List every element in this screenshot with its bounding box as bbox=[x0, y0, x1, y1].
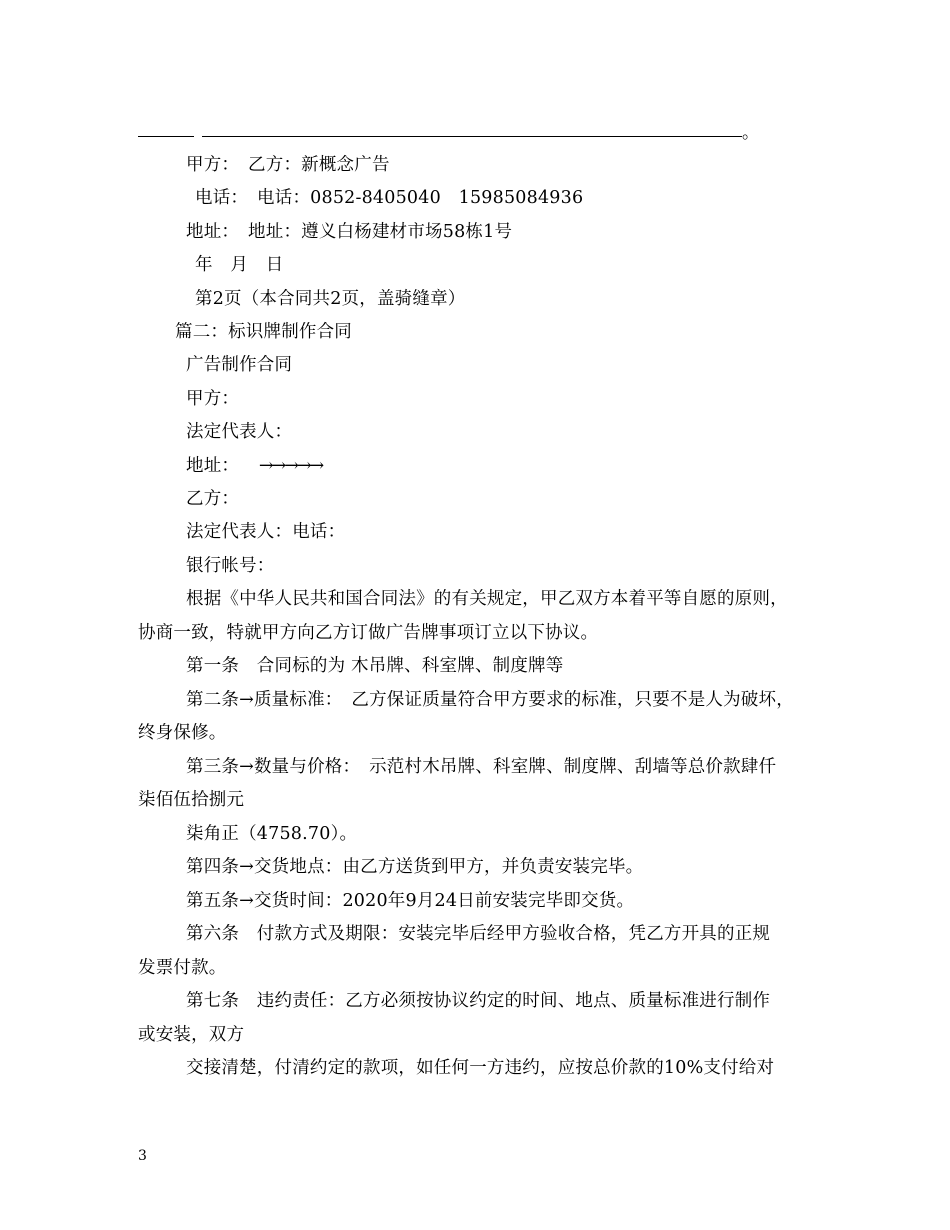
doc-line: 地址： 地址：遵义白杨建材市场58栋1号 bbox=[186, 222, 513, 242]
doc-line: 法定代表人： bbox=[186, 422, 293, 442]
blank-underline-short bbox=[138, 136, 194, 137]
doc-line: 交接清楚，付清约定的款项，如任何一方违约，应按总价款的10%支付给对 bbox=[186, 1058, 775, 1078]
doc-line: 年 月 日 bbox=[195, 255, 284, 275]
page-number: 3 bbox=[138, 1148, 147, 1164]
article-line: 第一条 合同标的为 木吊牌、科室牌、制度牌等 bbox=[186, 656, 564, 676]
doc-line: 终身保修。 bbox=[138, 723, 227, 743]
article-line: 第三条→数量与价格： 示范村木吊牌、科室牌、制度牌、刮墙等总价款肆仟 bbox=[186, 757, 777, 777]
article-line: 第七条 违约责任：乙方必须按协议约定的时间、地点、质量标准进行制作 bbox=[186, 991, 771, 1011]
contract-title: 广告制作合同 bbox=[186, 355, 293, 375]
doc-line: 法定代表人：电话： bbox=[186, 522, 346, 542]
address-label: 地址： bbox=[186, 456, 240, 476]
article-line: 第四条→交货地点：由乙方送货到甲方，并负责安装完毕。 bbox=[186, 857, 644, 877]
doc-line: 第2页（本合同共2页，盖骑缝章） bbox=[195, 289, 466, 309]
section-heading: 篇二：标识牌制作合同 bbox=[175, 322, 352, 342]
blank-underline-long bbox=[202, 136, 742, 137]
doc-line: 甲方： bbox=[186, 389, 240, 409]
doc-line: 发票付款。 bbox=[138, 958, 227, 978]
doc-line: 协商一致，特就甲方向乙方订做广告牌事项订立以下协议。 bbox=[138, 623, 599, 643]
article-line: 第六条 付款方式及期限：安装完毕后经甲方验收合格，凭乙方开具的正规 bbox=[186, 924, 771, 944]
doc-line: 柒角正（4758.70）。 bbox=[186, 824, 358, 844]
article-line: 第五条→交货时间：2020年9月24日前安装完毕即交货。 bbox=[186, 891, 635, 911]
doc-line: 乙方： bbox=[186, 489, 240, 509]
tab-arrows: →→→→→ bbox=[258, 456, 323, 476]
period-mark: 。 bbox=[742, 123, 759, 143]
doc-line: 柒佰伍拾捌元 bbox=[138, 790, 245, 810]
doc-line: 银行帐号： bbox=[186, 556, 275, 576]
address-line bbox=[186, 454, 322, 478]
doc-line: 电话： 电话：0852-8405040 15985084936 bbox=[195, 188, 584, 208]
doc-line: 根据《中华人民共和国合同法》的有关规定，甲乙双方本着平等自愿的原则， bbox=[186, 589, 788, 609]
article-line: 第二条→质量标准： 乙方保证质量符合甲方要求的标准，只要不是人为破坏， bbox=[186, 690, 794, 710]
doc-line: 或安装，双方 bbox=[138, 1025, 245, 1045]
doc-line: 甲方： 乙方：新概念广告 bbox=[186, 155, 390, 175]
